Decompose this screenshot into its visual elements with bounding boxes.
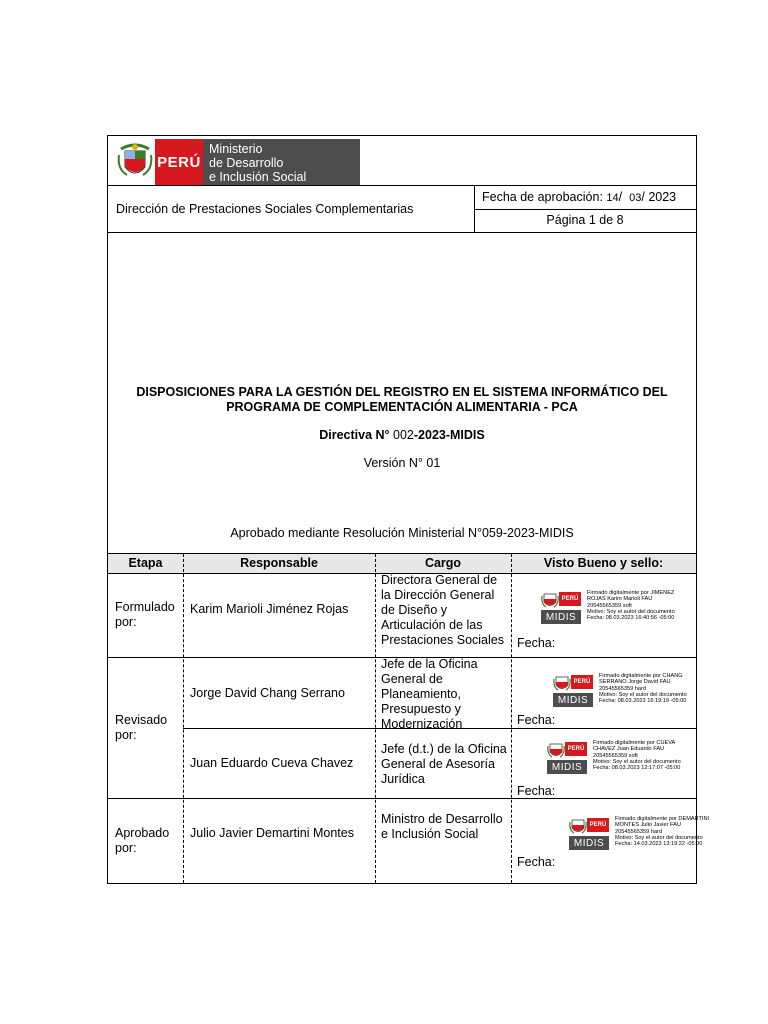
midis-badge-icon: PERÚ MIDIS xyxy=(553,673,595,707)
cargo-jimenez: Directora General de la Dirección General de Diseño y Articulación de las Prestaciones Sociales xyxy=(381,573,504,647)
responsable-chang: Jorge David Chang Serrano xyxy=(190,686,345,700)
cargo-cueva: Jefe (d.t.) de la Oficina General de Asesoría Jurídica xyxy=(381,742,507,786)
midis-badge-icon: PERÚ MIDIS xyxy=(569,816,611,850)
fecha-label-2: Fecha: xyxy=(517,713,556,727)
signature-demartini xyxy=(569,816,745,850)
col-header-etapa: Etapa xyxy=(128,556,163,570)
etapa-aprobado: Aprobado por: xyxy=(115,826,170,855)
signature-text: Firmado digitalmente por JIMENEZ ROJAS Karim Marioli FAU 20545565359 soft Motivo: Soy el autor del documento Fecha: 08.03.2023 16:40:56 -05:00 xyxy=(587,590,675,622)
fecha-label-1: Fecha: xyxy=(517,636,556,650)
fecha-aprobacion: Fecha de aprobación: 14/ 03/ 2023 xyxy=(482,190,677,204)
signature-text: Firmado digitalmente por DEMARTINI MONTES Julio Javier FAU 20545565359 hard Motivo: Soy el autor del documento Fecha: 14.03.2023 13:19:22 -05:00 xyxy=(615,816,710,848)
direccion-text: Dirección de Prestaciones Sociales Complementarias xyxy=(116,202,414,216)
col-sep-1 xyxy=(183,554,184,883)
col-header-visto-bueno: Visto Bueno y sello: xyxy=(543,556,664,570)
cargo-chang: Jefe de la Oficina General de Planeamiento, Presupuesto y Modernización xyxy=(381,657,478,731)
cargo-demartini: Ministro de Desarrollo e Inclusión Social xyxy=(381,812,503,841)
row-sep-3 xyxy=(108,798,696,799)
responsable-cueva: Juan Eduardo Cueva Chavez xyxy=(190,756,354,770)
signature-jimenez xyxy=(541,590,727,624)
pagina-text: Página 1 de 8 xyxy=(546,213,624,227)
midis-badge-icon: PERÚ MIDIS xyxy=(547,740,589,774)
responsable-jimenez: Karim Marioli Jiménez Rojas xyxy=(190,602,349,616)
signature-text: Firmado digitalmente por CHANG SERRANO Jorge David FAU 20545565359 hard Motivo: Soy el autor del documento Fecha: 08.03.2023 16:19:19 -05:00 xyxy=(599,673,687,705)
header-divider xyxy=(108,185,696,186)
ministry-logo xyxy=(115,139,360,185)
peru-label: PERÚ xyxy=(155,139,203,185)
directiva-number: Directiva N° 002-2023-MIDIS xyxy=(319,428,485,442)
signature-text: Firmado digitalmente por CUEVA CHAVEZ Juan Eduardo FAU 20545565359 soft Motivo: Soy el autor del documento Fecha: 08.03.2023 12:17:07 -05:00 xyxy=(593,740,681,772)
peru-coat-of-arms-icon xyxy=(115,139,155,185)
signature-cueva xyxy=(547,740,733,774)
header-mid-divider xyxy=(474,209,696,210)
midis-badge-icon: PERÚ MIDIS xyxy=(541,590,583,624)
document-title-line2: PROGRAMA DE COMPLEMENTACIÓN ALIMENTARIA - PCA xyxy=(226,400,578,414)
signature-chang xyxy=(553,673,739,707)
version-text: Versión N° 01 xyxy=(363,456,441,470)
responsable-demartini: Julio Javier Demartini Montes xyxy=(190,826,354,840)
etapa-formulado: Formulado por: xyxy=(115,600,175,629)
col-header-responsable: Responsable xyxy=(240,556,318,570)
col-sep-3 xyxy=(511,554,512,883)
col-sep-2 xyxy=(375,554,376,883)
aprobado-text: Aprobado mediante Resolución Ministerial N°059-2023-MIDIS xyxy=(230,526,574,540)
ministry-name: Ministerio de Desarrollo e Inclusión Social xyxy=(203,139,360,185)
col-header-cargo: Cargo xyxy=(424,556,462,570)
header-bottom-divider xyxy=(108,232,696,233)
fecha-label-4: Fecha: xyxy=(517,855,556,869)
fecha-label-3: Fecha: xyxy=(517,784,556,798)
document-title-line1: DISPOSICIONES PARA LA GESTIÓN DEL REGISTRO EN EL SISTEMA INFORMÁTICO DEL xyxy=(136,385,668,399)
etapa-revisado: Revisado por: xyxy=(115,713,168,742)
